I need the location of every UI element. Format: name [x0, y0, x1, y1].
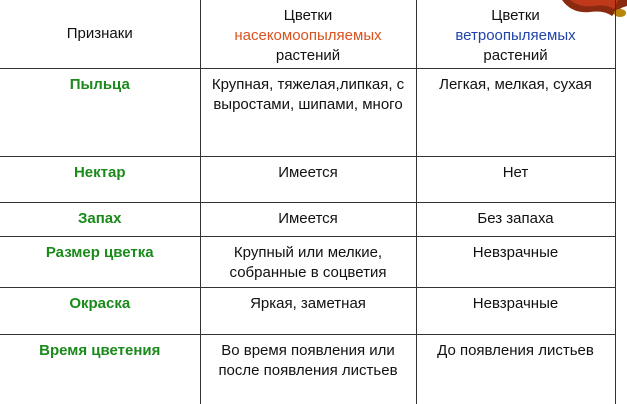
row-label-pollen: Пыльца: [0, 68, 200, 156]
header-features: [0, 0, 200, 68]
header-features-label: Признаки: [66, 24, 133, 42]
row-label-nectar: Нектар: [0, 156, 200, 202]
cell-wind-flowering-time: До появления листьев: [416, 334, 615, 404]
header-wind-line2: ветроопыляемых: [455, 27, 576, 44]
cell-wind-scent: Без запаха: [416, 202, 615, 236]
cell-wind-color: Невзрачные: [416, 287, 615, 334]
cell-wind-flower-size: Невзрачные: [416, 236, 615, 287]
cell-insect-nectar: Имеется: [200, 156, 416, 202]
table-row: [0, 287, 615, 334]
table-row: [0, 202, 615, 236]
header-insect-line2: насекомоопыляемых: [234, 27, 382, 44]
cell-wind-pollen: Легкая, мелкая, сухая: [416, 68, 615, 156]
cell-insect-pollen: Крупная, тяжелая,липкая, с выростами, шипами, много: [200, 68, 416, 156]
row-label-color: Окраска: [0, 287, 200, 334]
table-header-row: [0, 0, 615, 68]
cell-insect-color: Яркая, заметная: [200, 287, 416, 334]
cell-wind-nectar: Нет: [416, 156, 615, 202]
header-insect-pollinated: [200, 0, 416, 68]
table-row: [0, 334, 615, 404]
cell-insect-flower-size: Крупный или мелкие, собранные в соцветия: [200, 236, 416, 287]
table-row: [0, 236, 615, 287]
cell-insect-scent: Имеется: [200, 202, 416, 236]
row-label-flower-size: Размер цветка: [0, 236, 200, 287]
header-insect-line1: Цветки: [283, 7, 333, 24]
header-wind-line3: растений: [483, 47, 548, 64]
row-label-flowering-time: Время цветения: [0, 334, 200, 404]
header-wind-pollinated: [416, 0, 615, 68]
table-row: [0, 68, 615, 156]
cell-insect-flowering-time: Во время появления или после появления листьев: [200, 334, 416, 404]
header-wind-line1: Цветки: [491, 7, 540, 24]
header-insect-line3: растений: [275, 47, 341, 64]
row-label-scent: Запах: [0, 202, 200, 236]
table-row: [0, 156, 615, 202]
